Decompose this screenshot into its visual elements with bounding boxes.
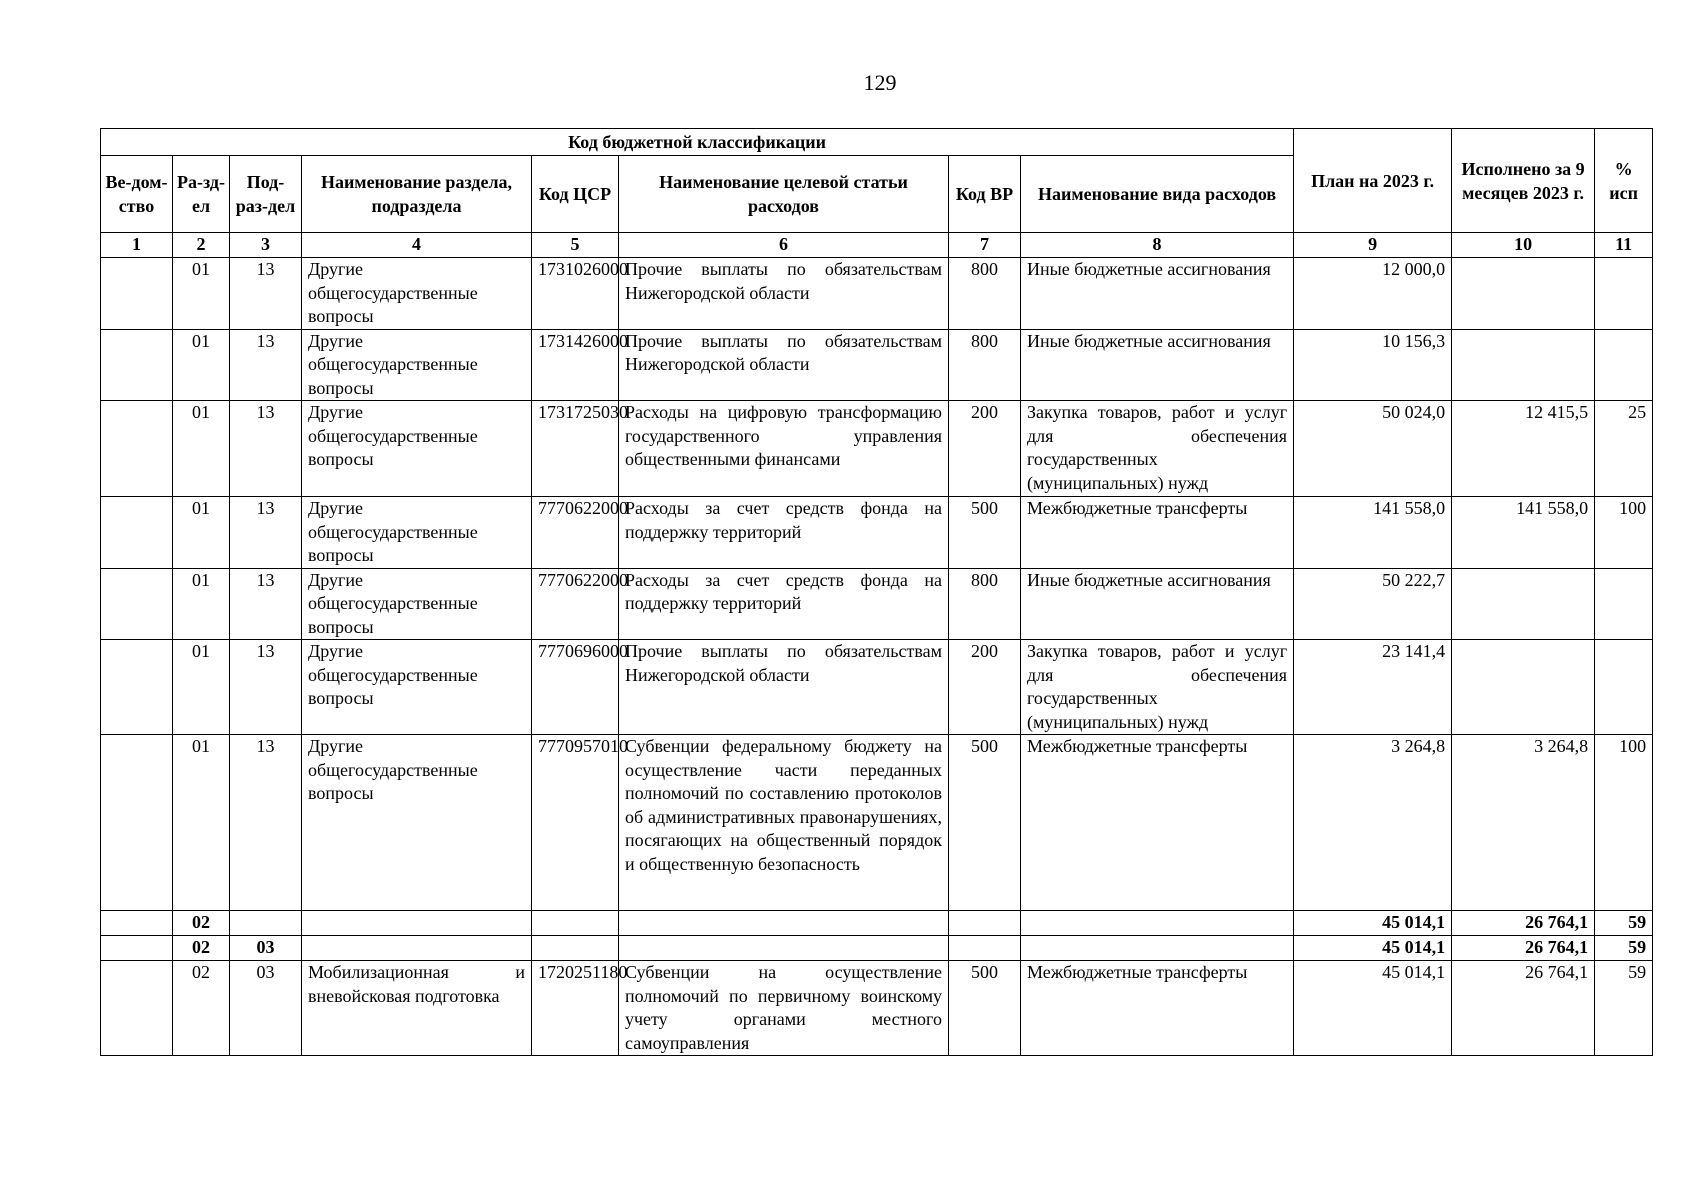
header-razdel: Ра-зд-ел [173,156,230,233]
csr-code-cell: 7770696000 [532,640,619,735]
vedomstvo-cell [101,640,173,735]
vr-name-cell: Межбюджетные трансферты [1021,961,1294,1056]
total-plan-cell: 45 014,1 [1294,911,1452,936]
csr-name-cell: Субвенции федеральному бюджету на осуществление части переданных полномочий по составлению протоколов об административных правонарушениях, посягающих на общественный порядок и общественную безопасность [619,735,949,911]
table-row [101,258,1653,330]
csr-name-cell: Субвенции на осуществление полномочий по первичному воинскому учету органами местного самоуправления [619,961,949,1056]
csr-name-cell: Прочие выплаты по обязательствам Нижегородской области [619,329,949,401]
column-number: 3 [230,233,302,258]
empty-cell [619,911,949,936]
vr-name-cell: Закупка товаров, работ и услуг для обеспечения государственных (муниципальных) нужд [1021,640,1294,735]
percent-cell: 100 [1595,497,1653,569]
csr-code-cell: 7770957010 [532,735,619,911]
header-percent: % исп [1595,129,1653,233]
csr-code-cell: 7770622000 [532,497,619,569]
razdel-name-cell: Другие общегосударственные вопросы [302,329,532,401]
plan-cell: 50 222,7 [1294,568,1452,640]
table-row [101,497,1653,569]
empty-cell [949,936,1021,961]
vr-code-cell: 200 [949,640,1021,735]
executed-cell [1452,640,1595,735]
vedomstvo-cell [101,497,173,569]
vedomstvo-cell [101,568,173,640]
podrazdel-cell: 13 [230,640,302,735]
vr-code-cell: 500 [949,735,1021,911]
column-number: 2 [173,233,230,258]
executed-cell [1452,568,1595,640]
percent-cell: 100 [1595,735,1653,911]
header-podrazdel: Под-раз-дел [230,156,302,233]
podrazdel-cell: 13 [230,401,302,497]
header-razdel-name: Наименование раздела, подраздела [302,156,532,233]
column-number: 1 [101,233,173,258]
table-row [101,401,1653,497]
percent-cell [1595,568,1653,640]
plan-cell: 141 558,0 [1294,497,1452,569]
vr-name-cell: Иные бюджетные ассигнования [1021,258,1294,330]
table-row [101,961,1653,1056]
total-razdel-cell: 02 [173,911,230,936]
razdel-cell: 01 [173,640,230,735]
header-row-group [101,129,1653,156]
percent-cell [1595,329,1653,401]
empty-cell [532,911,619,936]
plan-cell: 12 000,0 [1294,258,1452,330]
header-executed: Исполнено за 9 месяцев 2023 г. [1452,129,1595,233]
column-number: 8 [1021,233,1294,258]
razdel-cell: 01 [173,568,230,640]
razdel-name-cell: Другие общегосударственные вопросы [302,497,532,569]
vedomstvo-cell [101,735,173,911]
razdel-cell: 01 [173,329,230,401]
csr-name-cell: Расходы на цифровую трансформацию государственного управления общественными финансами [619,401,949,497]
total-razdel-cell: 02 [173,936,230,961]
header-vr-name: Наименование вида расходов [1021,156,1294,233]
header-vedomstvo: Ве-дом-ство [101,156,173,233]
column-number: 11 [1595,233,1653,258]
vr-name-cell: Иные бюджетные ассигнования [1021,568,1294,640]
total-percent-cell: 59 [1595,911,1653,936]
razdel-name-cell: Другие общегосударственные вопросы [302,640,532,735]
plan-cell: 45 014,1 [1294,961,1452,1056]
vedomstvo-cell [101,329,173,401]
header-csr-name: Наименование целевой статьи расходов [619,156,949,233]
total-executed-cell: 26 764,1 [1452,911,1595,936]
percent-cell: 25 [1595,401,1653,497]
podrazdel-cell: 03 [230,961,302,1056]
csr-code-cell: 1731026000 [532,258,619,330]
table-row [101,735,1653,911]
column-number: 5 [532,233,619,258]
executed-cell: 26 764,1 [1452,961,1595,1056]
total-plan-cell: 45 014,1 [1294,936,1452,961]
executed-cell: 141 558,0 [1452,497,1595,569]
plan-cell: 23 141,4 [1294,640,1452,735]
razdel-cell: 01 [173,258,230,330]
header-budget-classification: Код бюджетной классификации [101,129,1294,156]
vedomstvo-cell [101,401,173,497]
executed-cell [1452,258,1595,330]
header-csr-code: Код ЦСР [532,156,619,233]
vedomstvo-cell [101,258,173,330]
empty-cell [1021,911,1294,936]
table-row [101,329,1653,401]
table-row [101,640,1653,735]
vr-code-cell: 800 [949,329,1021,401]
vr-code-cell: 200 [949,401,1021,497]
vr-name-cell: Межбюджетные трансферты [1021,735,1294,911]
podrazdel-cell: 13 [230,329,302,401]
vr-name-cell: Межбюджетные трансферты [1021,497,1294,569]
percent-cell [1595,640,1653,735]
razdel-cell: 01 [173,401,230,497]
plan-cell: 3 264,8 [1294,735,1452,911]
total-row [101,911,1653,936]
header-plan: План на 2023 г. [1294,129,1452,233]
executed-cell [1452,329,1595,401]
csr-name-cell: Расходы за счет средств фонда на поддержку территорий [619,497,949,569]
razdel-cell: 02 [173,961,230,1056]
page-number: 129 [863,70,897,95]
podrazdel-cell: 13 [230,568,302,640]
empty-cell [532,936,619,961]
empty-cell [101,911,173,936]
column-number: 6 [619,233,949,258]
total-podrazdel-cell [230,911,302,936]
csr-code-cell: 1720251180 [532,961,619,1056]
percent-cell [1595,258,1653,330]
csr-code-cell: 1731426000 [532,329,619,401]
vedomstvo-cell [101,961,173,1056]
total-executed-cell: 26 764,1 [1452,936,1595,961]
total-row [101,936,1653,961]
empty-cell [101,936,173,961]
executed-cell: 3 264,8 [1452,735,1595,911]
razdel-name-cell: Мобилизационная и вневойсковая подготовка [302,961,532,1056]
csr-code-cell: 7770622000 [532,568,619,640]
column-numbers-row [101,233,1653,258]
table-row [101,568,1653,640]
csr-name-cell: Прочие выплаты по обязательствам Нижегородской области [619,640,949,735]
csr-code-cell: 1731725030 [532,401,619,497]
executed-cell: 12 415,5 [1452,401,1595,497]
plan-cell: 10 156,3 [1294,329,1452,401]
empty-cell [302,911,532,936]
razdel-cell: 01 [173,735,230,911]
razdel-name-cell: Другие общегосударственные вопросы [302,258,532,330]
empty-cell [619,936,949,961]
razdel-cell: 01 [173,497,230,569]
column-number: 7 [949,233,1021,258]
podrazdel-cell: 13 [230,258,302,330]
total-percent-cell: 59 [1595,936,1653,961]
empty-cell [1021,936,1294,961]
total-podrazdel-cell: 03 [230,936,302,961]
vr-name-cell: Иные бюджетные ассигнования [1021,329,1294,401]
percent-cell: 59 [1595,961,1653,1056]
podrazdel-cell: 13 [230,735,302,911]
podrazdel-cell: 13 [230,497,302,569]
razdel-name-cell: Другие общегосударственные вопросы [302,401,532,497]
vr-name-cell: Закупка товаров, работ и услуг для обеспечения государственных (муниципальных) нужд [1021,401,1294,497]
column-number: 9 [1294,233,1452,258]
column-number: 4 [302,233,532,258]
vr-code-cell: 500 [949,961,1021,1056]
column-number: 10 [1452,233,1595,258]
razdel-name-cell: Другие общегосударственные вопросы [302,735,532,911]
empty-cell [949,911,1021,936]
vr-code-cell: 800 [949,258,1021,330]
razdel-name-cell: Другие общегосударственные вопросы [302,568,532,640]
header-vr-code: Код ВР [949,156,1021,233]
vr-code-cell: 500 [949,497,1021,569]
budget-table [100,128,1653,1056]
csr-name-cell: Прочие выплаты по обязательствам Нижегородской области [619,258,949,330]
vr-code-cell: 800 [949,568,1021,640]
plan-cell: 50 024,0 [1294,401,1452,497]
csr-name-cell: Расходы за счет средств фонда на поддержку территорий [619,568,949,640]
empty-cell [302,936,532,961]
